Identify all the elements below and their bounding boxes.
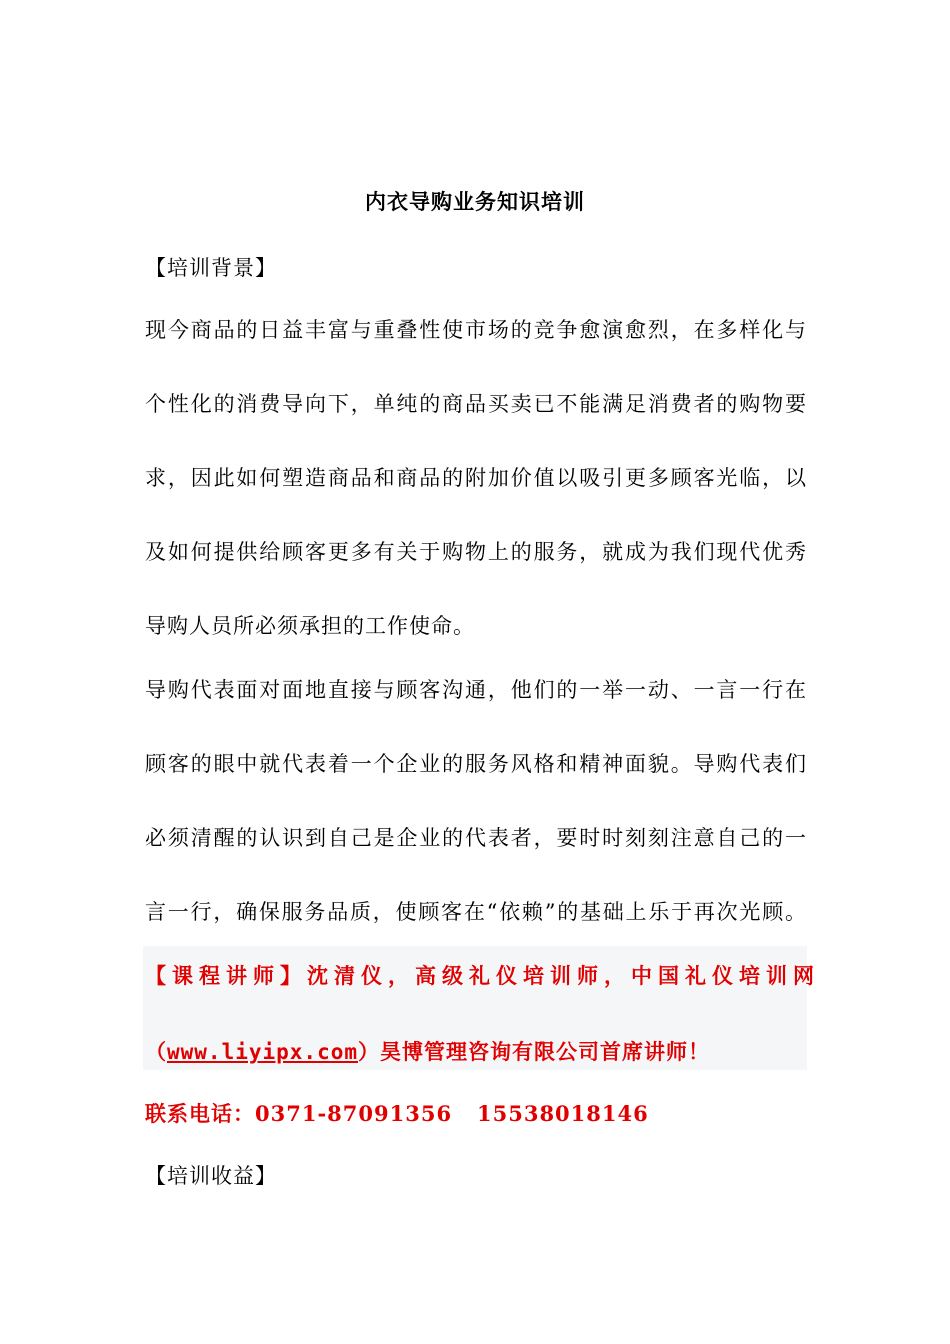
paragraph1-line-3: 求，因此如何塑造商品和商品的附加价值以吸引更多顾客光临，以	[145, 466, 807, 490]
paragraph2-line-2: 顾客的眼中就代表着一个企业的服务风格和精神面貌。导购代表们	[145, 752, 807, 776]
instructor-line-2	[145, 1036, 807, 1066]
website-link[interactable]: www.liyipx.com	[167, 1040, 359, 1064]
paragraph2-line-3: 必须清醒的认识到自己是企业的代表者，要时时刻刻注意自己的一	[145, 826, 807, 850]
document-title: 内衣导购业务知识培训	[365, 189, 585, 214]
section-heading-benefits: 【培训收益】	[145, 1164, 277, 1188]
instructor-company: ）昊博管理咨询有限公司首席讲师！	[358, 1039, 711, 1064]
paragraph2-line-4: 言一行，确保服务品质，使顾客在“依赖”的基础上乐于再次光顾。	[145, 900, 807, 924]
section-heading-background: 【培训背景】	[145, 256, 277, 280]
instructor-line-1: 【课程讲师】沈清仪，高级礼仪培训师，中国礼仪培训网	[145, 963, 820, 988]
paragraph2-line-1: 导购代表面对面地直接与顾客沟通，他们的一举一动、一言一行在	[145, 678, 807, 702]
contact-phone: 联系电话：0371-87091356 15538018146	[145, 1101, 649, 1126]
paragraph1-line-2: 个性化的消费导向下，单纯的商品买卖已不能满足消费者的购物要	[145, 392, 807, 416]
paragraph1-line-4: 及如何提供给顾客更多有关于购物上的服务，就成为我们现代优秀	[145, 540, 807, 564]
paragraph1-line-5: 导购人员所必须承担的工作使命。	[145, 614, 475, 638]
instructor-paren-open: （	[145, 1039, 167, 1064]
paragraph1-line-1: 现今商品的日益丰富与重叠性使市场的竞争愈演愈烈，在多样化与	[145, 318, 807, 342]
